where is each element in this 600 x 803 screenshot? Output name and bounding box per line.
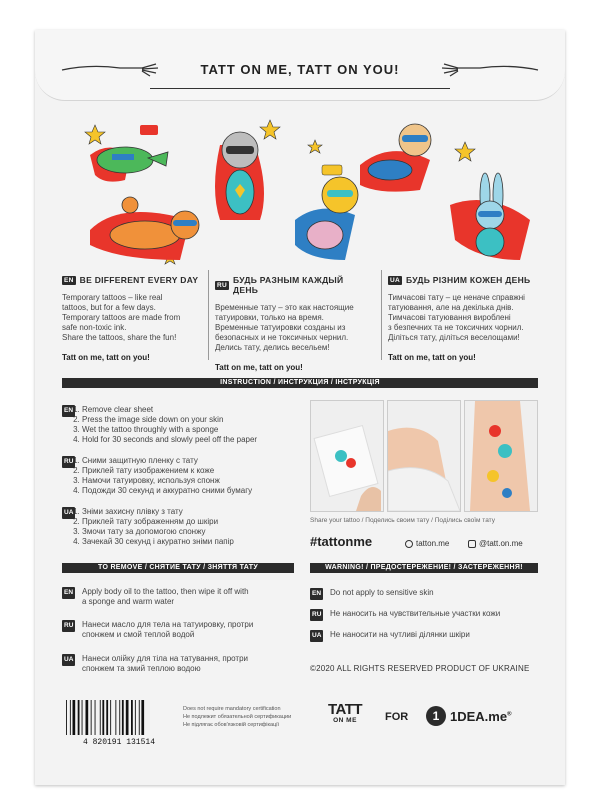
column-line: Временные тату – это как настоящие: [215, 303, 354, 312]
instagram-link[interactable]: [468, 539, 523, 548]
lang-badge: EN: [64, 276, 74, 284]
column-line: Temporary tattoos are made from: [62, 313, 181, 322]
lang-badge: UA: [62, 507, 75, 519]
column-line: татуировки, только на время.: [215, 313, 324, 322]
column-title: BE DIFFERENT EVERY DAY: [79, 275, 199, 285]
column-en: [62, 275, 212, 362]
lion-hero-icon: [295, 165, 358, 260]
idea-logo-text: 1DEA.me: [450, 709, 508, 724]
column-line: з безпечних та не токсичних чорнил.: [388, 323, 524, 332]
instruction-step: 3. Змочи тату за допомогою спонжу: [82, 527, 302, 537]
globe-icon: [405, 540, 413, 548]
for-text: FOR: [385, 711, 409, 723]
remove-line: Apply body oil to the tattoo, then wipe it off with: [82, 587, 249, 596]
column-signature: Tatt on me, tatt on you!: [215, 363, 303, 372]
tatt-on-me-logo: [320, 703, 370, 725]
remove-line: спонжем и смой теплой водой: [82, 630, 195, 639]
instagram-icon: [468, 540, 476, 548]
raccoon-hero-icon: [215, 132, 264, 220]
instagram-text: @tatt.on.me: [479, 539, 523, 548]
lang-badge: RU: [217, 281, 227, 289]
instruction-step: 4. Подожди 30 секунд и аккуратно сними бумагу: [82, 486, 302, 496]
left-arm-icon: [60, 60, 160, 80]
lang-badge: RU: [62, 620, 75, 632]
remove-en: [62, 587, 294, 607]
lang-badge: UA: [390, 276, 400, 284]
headline-underline: [150, 88, 450, 89]
column-signature: Tatt on me, tatt on you!: [388, 353, 476, 362]
remove-line: Нанеси олійку для тіла на татування, протри: [82, 654, 249, 663]
photo-step-2: [387, 400, 461, 512]
photo-step-3: [464, 400, 538, 512]
photo-step-1: [310, 400, 384, 512]
superhero-illustration: [70, 110, 540, 275]
logo-tatt-text: TATT: [327, 701, 363, 718]
remove-ua: [62, 654, 294, 674]
idea-logo-mark: 1: [426, 706, 446, 726]
column-divider: [381, 270, 382, 360]
column-line: Тимчасові татуювання вироблені: [388, 313, 511, 322]
warning-text: Не наносить на чувствительные участки кожи: [330, 609, 501, 618]
barcode-number: 4 820191 131514: [82, 738, 156, 745]
lang-badge: UA: [310, 630, 323, 642]
column-line: Share the tattoos, share the fun!: [62, 333, 177, 342]
cert-line: Does not require mandatory certification: [183, 706, 281, 712]
column-line: Temporary tattoos – like real: [62, 293, 163, 302]
column-line: татуювання, але на декілька днів.: [388, 303, 514, 312]
column-line: Временные татуировки созданы из: [215, 323, 346, 332]
idea-logo: [450, 709, 512, 724]
headline: TATT ON ME, TATT ON YOU!: [200, 62, 400, 77]
cat-hero-icon: [90, 197, 199, 260]
lang-badge: EN: [310, 588, 323, 600]
column-line: Делись тату, делись весельем!: [215, 343, 330, 352]
remove-line: a sponge and warm water: [82, 597, 175, 606]
column-signature: Tatt on me, tatt on you!: [62, 353, 150, 362]
lang-badge: UA: [62, 654, 75, 666]
cert-line: Не підлягає обов'язковій сертифікації: [183, 722, 280, 728]
column-line: safe non-toxic ink.: [62, 323, 127, 332]
registered-mark: ®: [507, 711, 512, 718]
lang-badge: EN: [62, 405, 75, 417]
warning-ru: [310, 609, 538, 619]
logo-onme-text: ON ME: [333, 717, 357, 724]
rabbit-hero-icon: [450, 173, 530, 260]
remove-line: спонжем та змий теплою водою: [82, 664, 201, 673]
certification-note: [183, 705, 303, 729]
lang-badge: RU: [62, 456, 75, 468]
column-line: безопасных и не токсичных чернил.: [215, 333, 349, 342]
hashtag: #tattonme: [310, 534, 373, 549]
column-line: Діліться тату, діліться веселощами!: [388, 333, 520, 342]
warning-bar: WARNING! / ПРЕДОСТЕРЕЖЕНИЕ! / ЗАСТЕРЕЖЕННЯ!: [310, 563, 538, 573]
remove-ru: [62, 620, 294, 640]
cert-line: Не подлежит обязательной сертификации: [183, 714, 292, 720]
column-title: БУДЬ РАЗНЫМ КАЖДЫЙ ДЕНЬ: [233, 275, 344, 295]
lang-badge: EN: [62, 587, 75, 599]
instruction-step: 1. Зніми захисну плівку з тату: [82, 507, 302, 517]
column-ua: [388, 275, 538, 362]
column-ru: [215, 275, 365, 372]
column-line: Тимчасові тату – це неначе справжні: [388, 293, 525, 302]
instruction-step: 1. Сними защитную пленку с тату: [82, 456, 302, 466]
column-line: tattoos, but for a few days.: [62, 303, 156, 312]
instruction-en: [62, 405, 302, 445]
right-arm-icon: [440, 60, 540, 80]
instruction-step: 2. Press the image side down on your skin: [82, 415, 302, 425]
instruction-bar: INSTRUCTION / ИНСТРУКЦИЯ / ІНСТРУКЦІЯ: [62, 378, 538, 388]
remove-bar: TO REMOVE / СНЯТИЕ ТАТУ / ЗНЯТТЯ ТАТУ: [62, 563, 294, 573]
share-caption: Share your tattoo / Поделись своим тату / Поділись своїм тату: [310, 517, 495, 524]
warning-text: Do not apply to sensitive skin: [330, 588, 434, 597]
instruction-step: 4. Hold for 30 seconds and slowly peel off the paper: [82, 435, 302, 445]
instruction-ru: [62, 456, 302, 496]
instruction-step: 2. Приклей тату изображением к коже: [82, 466, 302, 476]
copyright: ©2020 ALL RIGHTS RESERVED PRODUCT OF UKRAINE: [310, 664, 530, 673]
dog-hero-icon: [360, 124, 431, 192]
website-text: tatton.me: [416, 539, 450, 548]
barcode: [62, 700, 177, 745]
warning-ua: [310, 630, 538, 640]
column-divider: [208, 270, 209, 360]
website-link[interactable]: [405, 539, 449, 548]
instruction-step: 3. Wet the tattoo throughly with a sponge: [82, 425, 302, 435]
remove-line: Нанеси масло для тела на татуировку, протри: [82, 620, 254, 629]
lang-badge: RU: [310, 609, 323, 621]
warning-text: Не наносити на чутливі ділянки шкіри: [330, 630, 470, 639]
instruction-step: 3. Намочи татуировку, используя спонж: [82, 476, 302, 486]
instruction-step: 2. Приклей тату зображенням до шкіри: [82, 517, 302, 527]
instruction-step: 1. Remove clear sheet: [82, 405, 302, 415]
column-title: БУДЬ РІЗНИМ КОЖЕН ДЕНЬ: [406, 275, 531, 285]
warning-en: [310, 588, 538, 598]
instruction-ua: [62, 507, 302, 547]
instruction-step: 4. Зачекай 30 секунд і акуратно зніми папір: [82, 537, 302, 547]
